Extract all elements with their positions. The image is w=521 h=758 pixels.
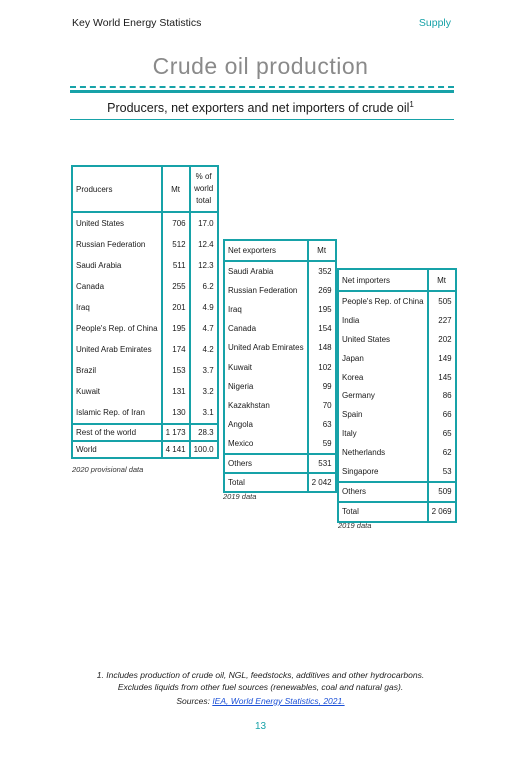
producers-rows [72,212,218,458]
table-row [224,261,336,281]
table-row [338,291,456,311]
producer-mt: 511 [162,255,190,276]
others-label: Others [224,454,308,473]
importer-mt: 149 [428,349,456,368]
world-total-row [72,441,218,458]
exporter-name: Russian Federation [224,281,308,300]
producer-name: Brazil [72,360,162,381]
exporters-rows [224,261,336,492]
total-label: Total [338,502,428,522]
importers-header-mt: Mt [428,269,456,291]
exporter-name: Nigeria [224,377,308,396]
world-label: World [72,441,162,458]
total-label: Total [224,473,308,492]
table-row [72,360,218,381]
exporter-mt: 154 [308,319,336,338]
importer-mt: 145 [428,368,456,387]
producer-mt: 195 [162,318,190,339]
table-row [72,234,218,255]
table-row [338,462,456,482]
exporter-mt: 352 [308,261,336,281]
rest-mt: 1 173 [162,424,190,441]
producers-note: 2020 provisional data [72,465,144,474]
importer-name: Korea [338,368,428,387]
importer-mt: 65 [428,424,456,443]
title-dashed-rule [70,86,454,88]
exporter-name: Kazakhstan [224,396,308,415]
exporter-name: United Arab Emirates [224,338,308,357]
producers-header-share: % of world total [190,166,218,212]
exporter-mt: 99 [308,377,336,396]
exporter-name: Iraq [224,300,308,319]
table-row [338,443,456,462]
producer-name: Iraq [72,297,162,318]
rest-of-world-row [72,424,218,441]
importer-name: Germany [338,386,428,405]
world-share: 100.0 [190,441,218,458]
table-row [338,330,456,349]
producers-header-mt: Mt [162,166,190,212]
table-row [72,402,218,424]
importer-name: Japan [338,349,428,368]
footnote-line-2: Excludes liquids from other fuel sources (renewables, coal and natural gas). [117,682,404,692]
importer-mt: 62 [428,443,456,462]
table-row [72,318,218,339]
importer-name: India [338,311,428,330]
page-number: 13 [254,721,267,732]
importer-name: People's Rep. of China [338,291,428,311]
exporter-mt: 148 [308,338,336,357]
title-solid-rule [70,90,454,93]
producer-name: Canada [72,276,162,297]
producer-name: Kuwait [72,381,162,402]
page-title: Crude oil production [152,53,369,79]
importers-rows [338,291,456,522]
producer-share: 3.7 [190,360,218,381]
table-row [338,386,456,405]
table-row [338,424,456,443]
producer-name: United Arab Emirates [72,339,162,360]
producer-mt: 512 [162,234,190,255]
producer-mt: 255 [162,276,190,297]
importer-name: Singapore [338,462,428,482]
producer-share: 4.9 [190,297,218,318]
footnote-line-1: 1. Includes production of crude oil, NGL, feedstocks, additives and other hydrocarbons. [96,670,425,680]
subtitle-rule [70,119,454,120]
producer-share: 3.2 [190,381,218,402]
world-mt: 4 141 [162,441,190,458]
footnote-sources [0,696,521,706]
table-row [72,297,218,318]
producer-mt: 130 [162,402,190,424]
exporter-name: Mexico [224,434,308,454]
header-document-title: Key World Energy Statistics [72,17,202,29]
producer-name: People's Rep. of China [72,318,162,339]
exporter-name: Canada [224,319,308,338]
importer-name: Italy [338,424,428,443]
producer-share: 6.2 [190,276,218,297]
producer-name: Islamic Rep. of Iran [72,402,162,424]
producers-table [71,165,219,459]
exporters-note: 2019 data [223,492,257,501]
producer-mt: 174 [162,339,190,360]
producer-mt: 131 [162,381,190,402]
exporters-header-name: Net exporters [224,240,308,261]
header-section-label: Supply [418,17,451,29]
table-row [224,281,336,300]
table-row [72,339,218,360]
table-row [72,212,218,234]
table-row [72,381,218,402]
importer-name: Netherlands [338,443,428,462]
exporter-name: Kuwait [224,357,308,376]
table-row [338,368,456,387]
sources-link[interactable]: IEA, World Energy Statistics, 2021. [212,696,345,706]
importer-mt: 505 [428,291,456,311]
table-row [338,349,456,368]
producer-share: 12.4 [190,234,218,255]
table-row [338,311,456,330]
producer-share: 12.3 [190,255,218,276]
table-row [224,415,336,434]
producer-share: 4.2 [190,339,218,360]
others-mt: 509 [428,482,456,502]
producer-name: United States [72,212,162,234]
producer-share: 4.7 [190,318,218,339]
exporter-mt: 269 [308,281,336,300]
producer-mt: 153 [162,360,190,381]
importer-mt: 227 [428,311,456,330]
total-row [338,502,456,522]
exporters-header-mt: Mt [308,240,336,261]
table-row [224,319,336,338]
exporter-name: Saudi Arabia [224,261,308,281]
table-row [224,300,336,319]
table-row [224,434,336,454]
producer-share: 3.1 [190,402,218,424]
importer-mt: 53 [428,462,456,482]
exporter-mt: 63 [308,415,336,434]
importer-name: United States [338,330,428,349]
exporter-mt: 70 [308,396,336,415]
rest-label: Rest of the world [72,424,162,441]
table-row [224,338,336,357]
total-mt: 2 069 [428,502,456,522]
others-label: Others [338,482,428,502]
total-row [224,473,336,492]
total-mt: 2 042 [308,473,336,492]
producer-mt: 201 [162,297,190,318]
others-row [224,454,336,473]
importer-mt: 66 [428,405,456,424]
importer-mt: 86 [428,386,456,405]
producers-header-name: Producers [72,166,162,212]
exporter-name: Angola [224,415,308,434]
producer-mt: 706 [162,212,190,234]
exporter-mt: 102 [308,357,336,376]
producer-name: Russian Federation [72,234,162,255]
table-row [72,276,218,297]
importer-name: Spain [338,405,428,424]
others-mt: 531 [308,454,336,473]
producer-share: 17.0 [190,212,218,234]
table-row [224,357,336,376]
others-row [338,482,456,502]
rest-share: 28.3 [190,424,218,441]
importers-table [337,268,457,523]
importers-note: 2019 data [338,521,372,530]
importers-header-name: Net importers [338,269,428,291]
exporter-mt: 195 [308,300,336,319]
footnote-marker: 1 [409,100,414,109]
exporters-table [223,239,337,493]
table-row [224,396,336,415]
producer-name: Saudi Arabia [72,255,162,276]
table-row [224,377,336,396]
importer-mt: 202 [428,330,456,349]
sources-label: Sources: [176,696,210,706]
exporter-mt: 59 [308,434,336,454]
table-row [72,255,218,276]
page-subtitle: Producers, net exporters and net importers of crude oil$^1$ [107,100,414,116]
table-row [338,405,456,424]
